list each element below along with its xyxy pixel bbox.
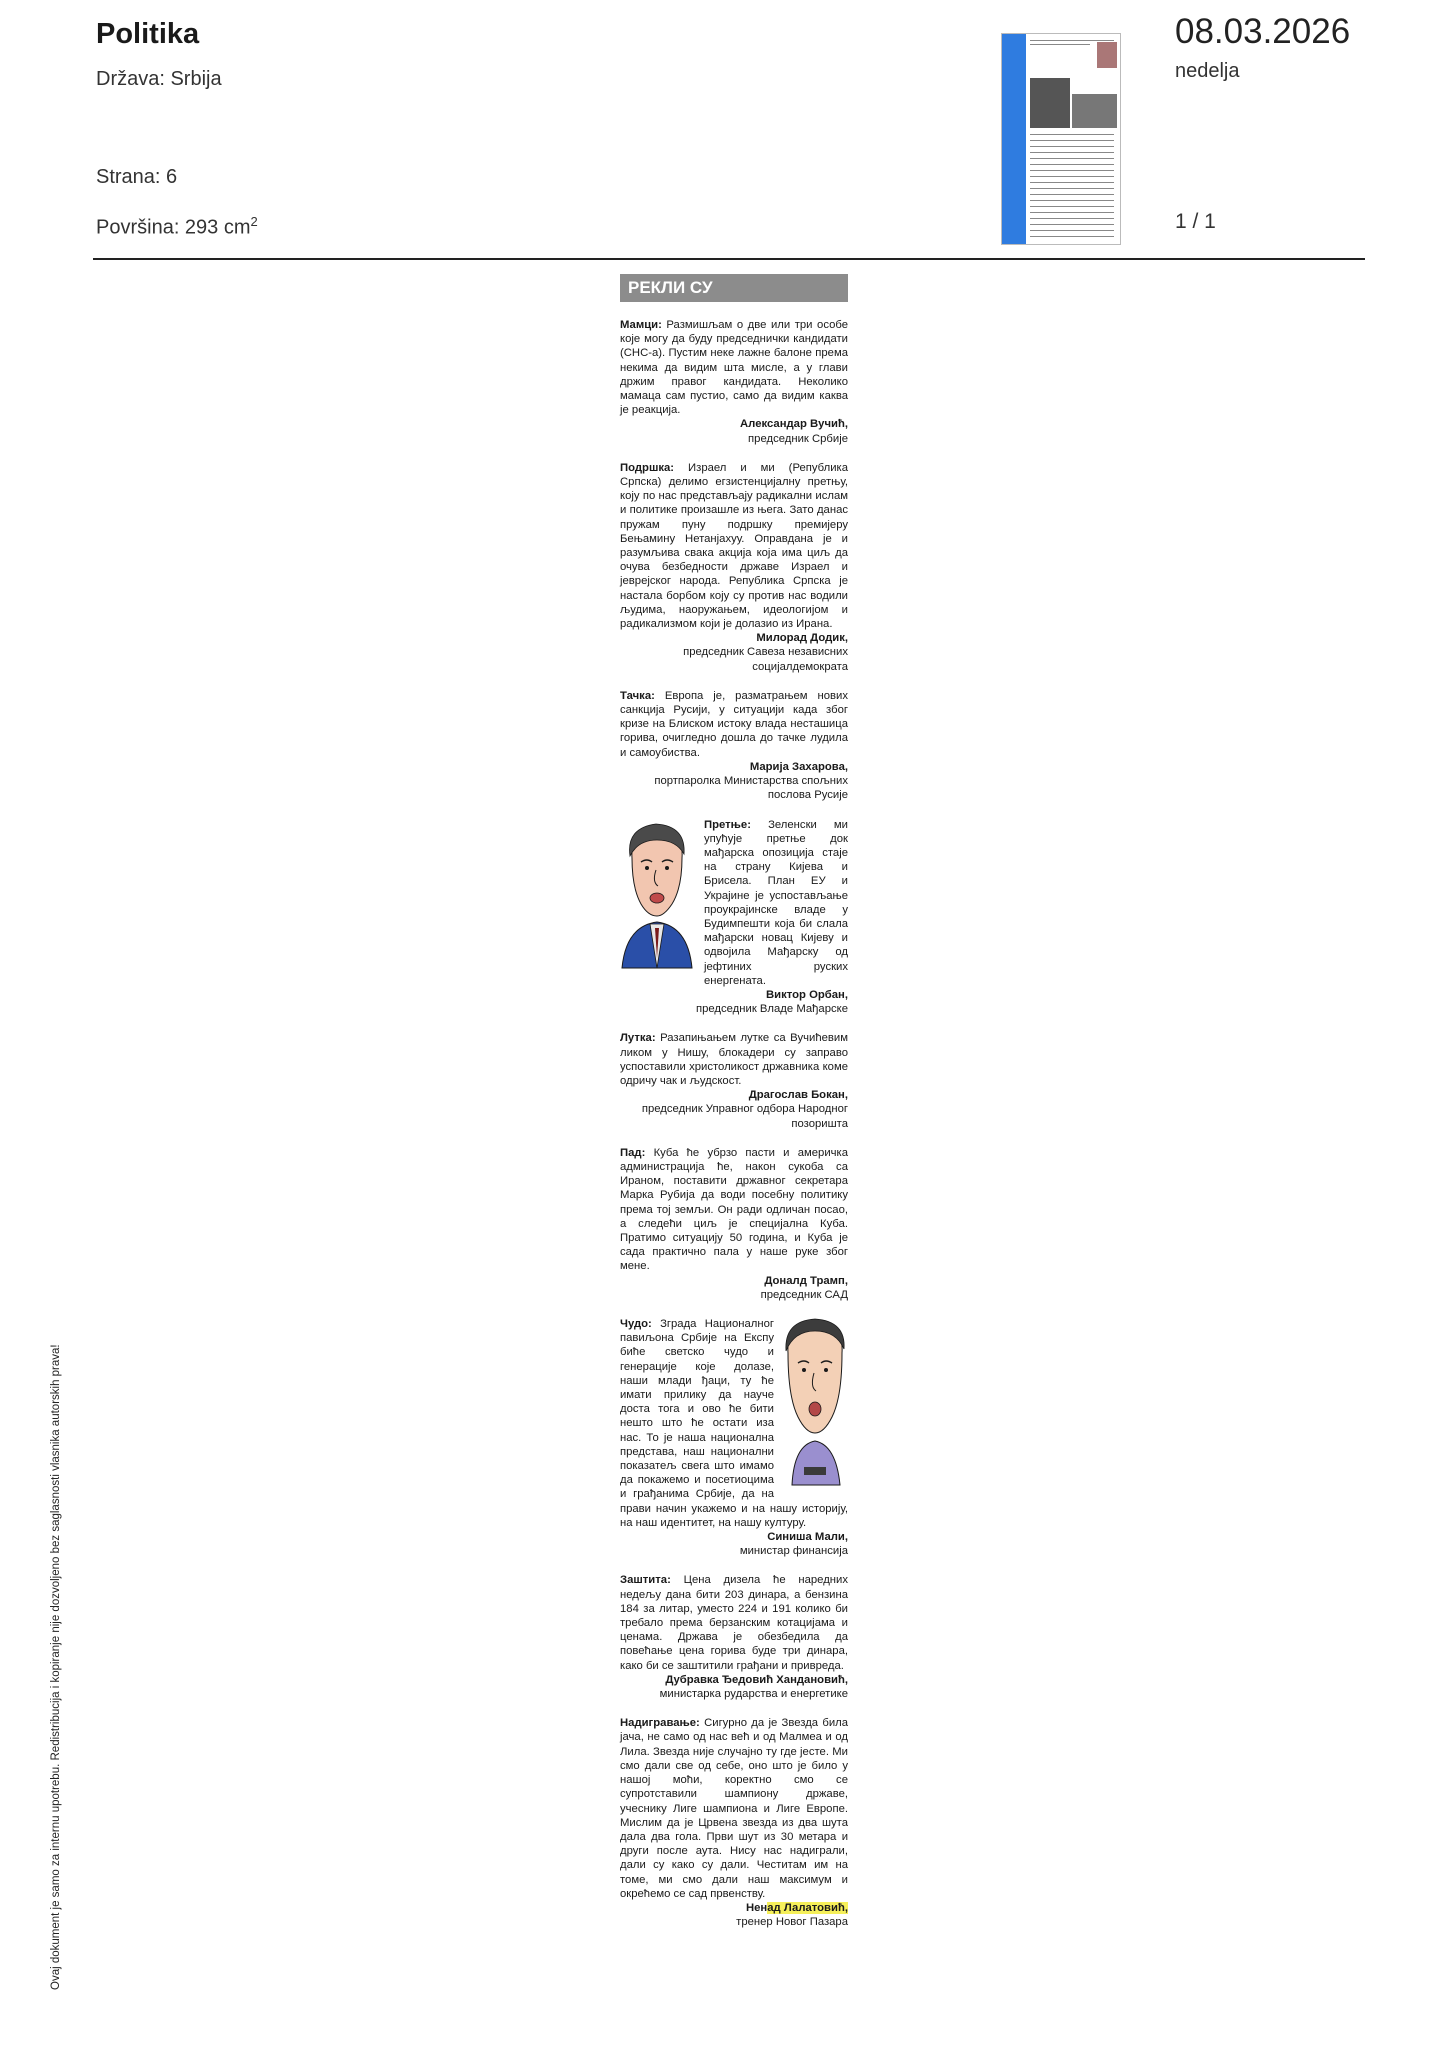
quote-author-role: тренер Новог Пазара: [736, 1916, 848, 1929]
quote-author: Александар Вучић,: [740, 418, 848, 431]
section-banner: РЕКЛИ СУ: [620, 274, 848, 302]
publication-title: Politika: [96, 18, 200, 50]
area-label: [96, 214, 258, 240]
quote-text: [620, 1031, 848, 1088]
quote-lead: Чудо:: [620, 1318, 652, 1330]
quote-body: Зграда Националног павиљона Србије на Експу биће светско чудо и генерације које долазе, наши млади ђаци, ту ће имати прилику да науче доста тога и ово ће бити нешто што ће остати иза нас. То је наша национална представа, наш национални показатељ свега што имамо да покажемо и посетиоцима и грађанима Србије, да на прави начин укажемо и на нашу историју, на наш идентитет, на нашу културу.: [620, 1318, 848, 1529]
quote-item: [620, 689, 848, 803]
quote-item: [620, 1031, 848, 1130]
quote-author: Милорад Додик,: [756, 632, 848, 645]
quote-lead: Заштита:: [620, 1574, 671, 1587]
quote-author-role: председник Управног одбора Народног позоришта: [641, 1103, 848, 1130]
quote-author: Синиша Мали,: [767, 1531, 848, 1544]
area-superscript: 2: [250, 214, 258, 229]
quote-author: Марија Захарова,: [749, 760, 848, 773]
quote-author: Виктор Орбан,: [766, 988, 848, 1001]
header-divider: [93, 258, 1365, 260]
page-number-label: Strana: 6: [96, 166, 178, 188]
quote-item: [620, 461, 848, 674]
quote-author: Дубравка Ђедовић Хандановић,: [665, 1673, 848, 1686]
quote-body: Размишљам о две или три особе које могу да буду председнички кандидати (СНС-а). Пустим неке лажне балоне према некима да видим шта мисле, а у глави држим правог кандидата. Неколико мамаца сам пустио, само да видим каква је реакција.: [620, 319, 848, 417]
copyright-notice: Ovaj dokument je samo za internu upotrebu. Redistribucija i kopiranje nije dozvoljeno bez saglasnosti vlasnika autorskih prava!: [50, 1344, 62, 1990]
quote-item: [620, 818, 848, 1017]
quote-lead: Надигравање:: [620, 1717, 700, 1730]
caricature-image: [616, 818, 698, 976]
quote-text: [620, 1146, 848, 1274]
quote-text: [620, 689, 848, 760]
quote-text: [620, 1573, 848, 1672]
quote-item: [620, 1146, 848, 1302]
quote-author-role: председник Владе Мађарске: [695, 1003, 848, 1016]
quote-author-role: портпаролка Министарства спољних послова Русије: [654, 775, 848, 802]
quote-author: Доналд Трамп,: [764, 1274, 848, 1287]
quote-author-role: министар финансија: [739, 1545, 848, 1558]
quote-body: Куба ће убрзо пасти и америчка администрација ће, након сукоба са Ираном, поставити државног секретара Марка Рубија да води посебну политику према тој земљи. Он ради одличан посао, а следећи циљ је специјална Куба. Пратимо ситуацију 50 година, и Куба је сада практично пала у наше руке због мене.: [620, 1146, 848, 1273]
quote-body: Разапињањем лутке са Вучићевим ликом у Нишу, блокадери су заправо успоставили христоликост државника коме одричу чак и људскост.: [620, 1032, 848, 1087]
quote-lead: Лутка:: [620, 1032, 656, 1045]
quote-body: Зеленски ми упућује претње док мађарска опозиција стаје на страну Кијева и Брисела. План ЕУ и Украјине је успостављање проукрајинске владе у Будимпешти која би слала мађарски новац Кијеву и одвојила Мађарску од јефтиних руских енергената.: [704, 818, 848, 987]
quote-body: Сигурно да је Звезда била јача, не само од нас већ и од Малмеа и од Лила. Звезда није случајно ту где јесте. Ми смо дали све од себе, оно што је било у нашој моћи, коректно смо се супротставили шампиону државе, учеснику Лиге шампиона и Лиге Европе. Мислим да је Црвена звезда из два шута дала два гола. Први шут из 30 метара и други после аута. Нису нас надиграли, дали су како су дали. Честитам им на томе, ми смо дали наш максимум и окрећемо се сад првенству.: [620, 1717, 848, 1900]
quote-text: [620, 461, 848, 631]
quote-text: [620, 1716, 848, 1901]
page-counter: 1 / 1: [1175, 210, 1216, 233]
quote-body: Цена дизела ће наредних недељу дана бити 203 динара, а бензина 184 за литар, уместо 224 и 191 колико би требало према берзанским котацијама и ценама. Држава је обезбедила да повећање цена горива буде три динара, како би се заштитили грађани и привреда.: [620, 1574, 848, 1672]
quote-lead: Претње:: [704, 818, 751, 831]
quote-author: Драгослав Бокан,: [748, 1089, 848, 1102]
quote-author: [620, 1901, 848, 1915]
quote-item: [620, 1573, 848, 1701]
issue-weekday: nedelja: [1175, 60, 1240, 82]
quote-lead: Тачка:: [620, 689, 655, 702]
article-column: [620, 274, 848, 1944]
quote-author-part: Нен: [745, 1901, 768, 1914]
issue-date: 08.03.2026: [1175, 12, 1351, 51]
page-thumbnail[interactable]: [1001, 33, 1121, 245]
quote-item: [620, 1317, 848, 1558]
highlighted-text: ад Лалатовић,: [767, 1901, 848, 1914]
caricature-image: [778, 1317, 852, 1489]
country-label: Država: Srbija: [96, 68, 222, 90]
quote-lead: Подршка:: [620, 461, 675, 474]
quote-lead: Пад:: [620, 1146, 646, 1159]
area-text: Površina: 293 cm: [96, 216, 251, 239]
quote-author-role: председник Србије: [748, 432, 848, 445]
quote-item: [620, 318, 848, 446]
thumbnail-photo: [1030, 78, 1070, 128]
quote-author-role: председник Савеза независних социјалдемократа: [683, 646, 848, 673]
quote-item: [620, 1716, 848, 1929]
quote-body: Европа је, разматрањем нових санкција Русији, у ситуацији када због кризе на Блиском истоку влада несташица горива, очигледно дошла до тачке лудила и самоубиства.: [620, 689, 848, 759]
thumbnail-photo-2: [1072, 94, 1117, 128]
thumbnail-blue-strip: [1002, 34, 1026, 244]
thumbnail-portrait: [1097, 42, 1117, 68]
quote-lead: Мамци:: [620, 319, 662, 331]
quote-author-role: министарка рударства и енергетике: [659, 1688, 848, 1701]
quote-text: [620, 318, 848, 417]
quote-author-role: председник САД: [760, 1288, 848, 1301]
quote-body: Израел и ми (Република Српска) делимо егзистенцијалну претњу, коју по нас представљају радикални ислам и политике произашле из њега. Зато данас пружам пуну подршку премијеру Бењамину Нетанјахуу. Оправдана је и разумљива свака акција која има циљ да очува безбедности државе Израел и јеврејског народа. Република Српска је настала борбом коју су против нас водили људима, наоружањем, идеологијом и радикализмом који је долазио из Ирана.: [620, 461, 848, 631]
